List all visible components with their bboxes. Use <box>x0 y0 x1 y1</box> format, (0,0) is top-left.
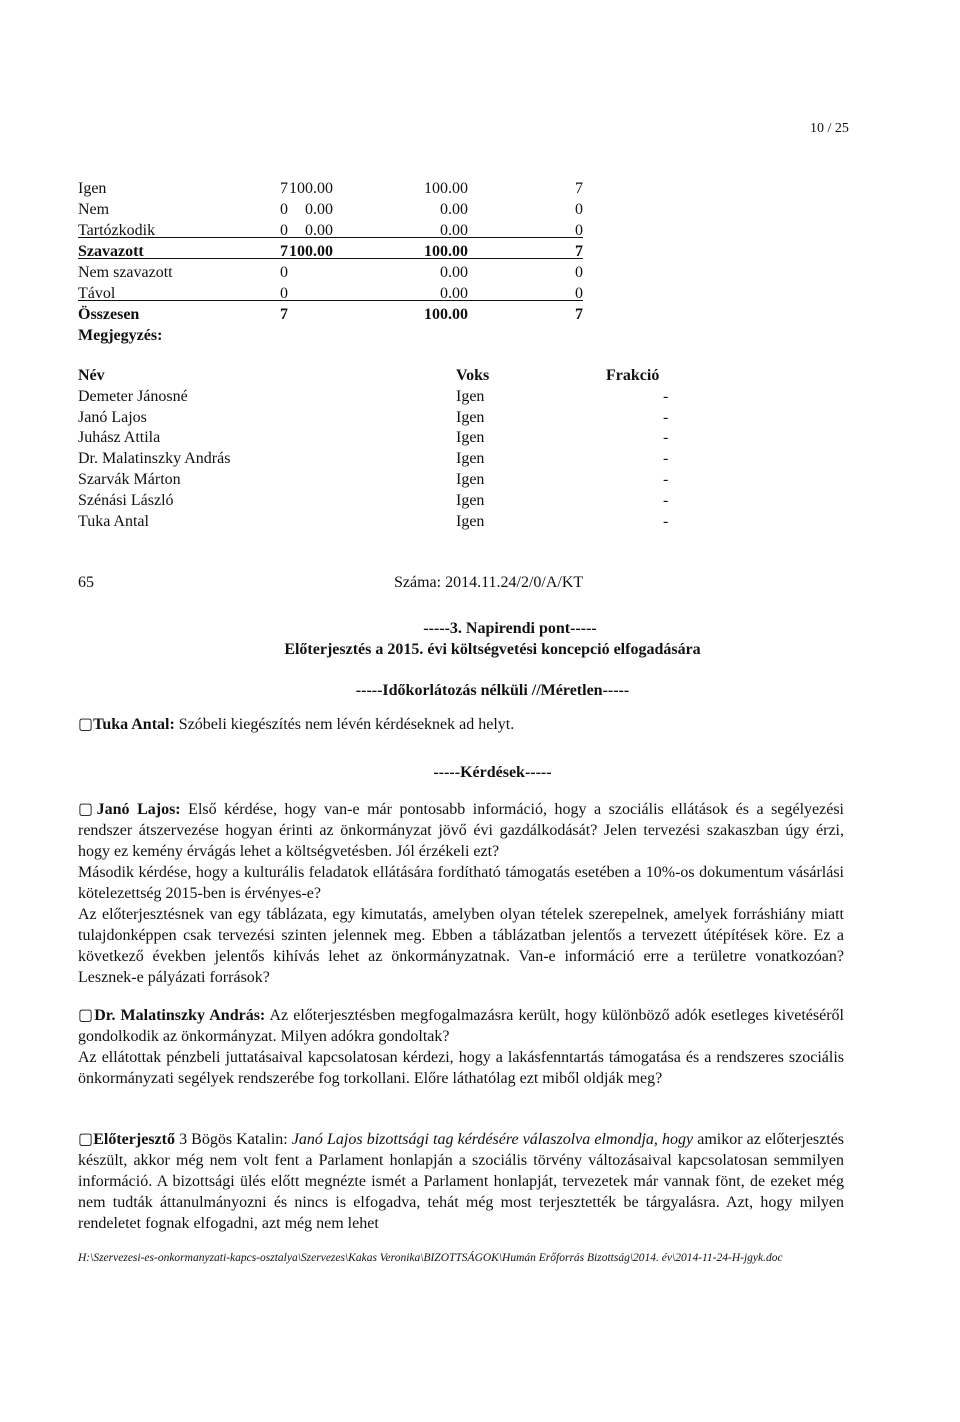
vote-summary-row: Nem szavazott 0 0.00 0 <box>78 264 583 281</box>
paragraph-text: Az előterjesztésnek van egy táblázata, egy kimutatás, amelyben olyan tételek szerepelnek, amelyek forráshiány miatt tulajdonképpen csak tervezési szinten jelennek meg. Ebben a táblázatban jelentős a tervezett útépítések köre. Ez a következő években jelentős kihívás lehet az önkormányzatnak. Van-e információ erre a területre vonatkozóan? Lesznek-e pályázati források? <box>78 906 844 986</box>
time-limit-heading: -----Időkorlátozás nélküli //Méretlen----- <box>355 682 630 699</box>
table-row: Demeter Jánosné Igen - <box>78 387 669 405</box>
footer-file-path: H:\Szervezesi-es-onkormanyzati-kapcs-osztalya\Szervezes\Kakas Veronika\BIZOTTSÁGOK\Humán Erőforrás Bizottság\2014. év\2014-11-24-H-jgyk.doc <box>78 1252 783 1264</box>
vote-summary-row: Összesen 7 100.00 7 <box>78 306 583 323</box>
speaker-name: Dr. Malatinszky András: <box>94 1007 266 1024</box>
header-vote: Voks <box>456 367 490 384</box>
table-row: Szénási László Igen - <box>78 491 669 509</box>
page-number: 10 / 25 <box>810 121 849 136</box>
paragraph-jano <box>78 799 844 988</box>
names-table-header <box>78 365 678 386</box>
paragraph-text: amikor az előterjesztés készült, akkor még nem volt fent a Parlament honlapján a szociális törvény változásaival kapcsolatosan semmilyen információ. A bizottsági ülés előtt megnézte ismét a Parlament honlapját, tervezetek már vannak fönt, de ezeket még nem tudták áttanulmányozni és nincs is elfogadva, tehát még most terjesztették be tárgyalásra. Azt, hogy milyen rendeletet fognak elfogadni, azt még nem lehet <box>78 1131 845 1232</box>
speaker-name: Tuka Antal: <box>93 716 175 733</box>
vote-summary-table <box>78 178 598 346</box>
table-row: Szarvák Márton Igen - <box>78 470 669 488</box>
vote-summary-row: Távol 0 0.00 0 <box>78 283 598 304</box>
header-name: Név <box>78 367 105 384</box>
paragraph-text: 3 Bögös Katalin: <box>174 1131 292 1148</box>
names-vote-table <box>78 365 678 531</box>
paragraph-malatinszky <box>78 1005 844 1089</box>
table-row: Janó Lajos Igen - <box>78 408 669 426</box>
table-row: Dr. Malatinszky András Igen - <box>78 450 669 468</box>
speaker-marker-icon: ▢ <box>78 716 94 733</box>
item-number: 65 <box>78 574 94 591</box>
note-label: Megjegyzés: <box>78 327 163 344</box>
paragraph-tuka <box>78 714 844 735</box>
table-row: Tuka Antal Igen - <box>78 512 669 530</box>
table-row: Juhász Attila Igen - <box>78 429 669 447</box>
paragraph-text: Második kérdése, hogy a kulturális feladatok ellátására fordítható támogatás esetében a 10%-os dokumentum vásárlási kötelezettség 2015-ben is érvényes-e? <box>78 864 844 902</box>
questions-heading: -----Kérdések----- <box>433 764 552 781</box>
item-registration-number: Száma: 2014.11.24/2/0/A/KT <box>394 574 584 591</box>
paragraph-text: Az ellátottak pénzbeli juttatásaival kapcsolatosan kérdezi, hogy a lakásfenntartás támogatása és a rendszeres szociális önkormányzati segélyek rendszerébe fog torkollani. Előre láthatólag ezt miből oldják meg? <box>78 1049 844 1087</box>
speaker-marker-icon: ▢ <box>78 801 97 818</box>
header-faction: Frakció <box>606 367 660 384</box>
vote-summary-row: Szavazott 7 100.00 100.00 7 <box>78 241 598 262</box>
paragraph-text: Az előterjesztésben megfogalmazásra került, hogy különböző adók esetleges kivetéséről gondolkodik az önkormányzat. Milyen adókra gondoltak? <box>78 1007 845 1045</box>
speaker-name: Janó Lajos: <box>96 801 181 818</box>
paragraph-text: Szóbeli kiegészítés nem lévén kérdéseknek ad helyt. <box>174 716 515 733</box>
paragraph-text: Első kérdése, hogy van-e már pontosabb információ, hogy a szociális ellátások és a segélyezési rendszer átszervezése hogyan érinti az önkormányzat jövő évi gazdálkodását? Jelen tervezési szakaszban úgy érzi, hogy ez kemény érvágás lehet a költségvetésben. Jól érzékeli ezt? <box>78 801 845 860</box>
speaker-marker-icon: ▢ <box>78 1007 95 1024</box>
agenda-title: Előterjesztés a 2015. évi költségvetési koncepció elfogadására <box>284 641 701 658</box>
paragraph-eloterjeszto <box>78 1129 844 1234</box>
agenda-point-heading: -----3. Napirendi pont----- <box>423 620 597 637</box>
vote-summary-row: Tartózkodik 0 0.00 0.00 0 <box>78 220 598 241</box>
speaker-name: Előterjesztő <box>93 1131 175 1148</box>
vote-summary-row: Nem 0 0.00 0.00 0 <box>78 201 583 218</box>
vote-summary-row: Igen 7 100.00 100.00 7 <box>78 180 583 197</box>
paragraph-text-italic: Janó Lajos bizottsági tag kérdésére válaszolva elmondja, hogy <box>291 1131 694 1148</box>
speaker-marker-icon: ▢ <box>78 1131 94 1148</box>
